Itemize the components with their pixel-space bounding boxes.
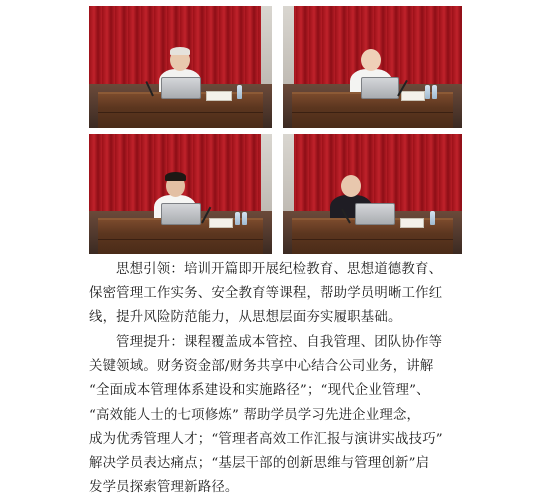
name-plate: [400, 218, 424, 228]
text-line: 成为优秀管理人才；“管理者高效工作汇报与演讲实战技巧”: [89, 431, 443, 447]
training-photo-1: [89, 6, 272, 128]
text-line: “全面成本管理体系建设和实施路径”；“现代企业管理”、: [89, 383, 430, 399]
text-line: 思想引领：培训开篇即开展纪检教育、思想道德教育、: [116, 262, 443, 277]
paragraph-management: [89, 331, 467, 500]
water-bottle: [242, 212, 247, 225]
wall: [283, 134, 294, 213]
text-line: 发学员探索管理新路径。: [89, 480, 239, 496]
wall: [261, 6, 272, 87]
training-photo-3: [89, 134, 272, 254]
wall: [283, 6, 294, 87]
water-bottle: [430, 211, 435, 225]
name-plate: [209, 218, 233, 228]
laptop: [161, 77, 201, 99]
water-bottle: [425, 85, 430, 99]
water-bottle: [237, 85, 242, 99]
text-line: 线，提升风险防范能力，从思想层面夯实履职基础。: [89, 310, 402, 326]
text-line: 管理提升：课程覆盖成本管控、自我管理、团队协作等: [116, 335, 443, 350]
name-plate: [401, 91, 425, 101]
water-bottle: [235, 212, 240, 225]
wall: [261, 134, 272, 213]
water-bottle: [432, 85, 437, 99]
laptop: [355, 203, 395, 225]
training-photo-2: [283, 6, 462, 128]
laptop: [361, 77, 399, 99]
laptop: [161, 203, 201, 225]
text-line: 保密管理工作实务、安全教育等课程，帮助学员明晰工作红: [89, 286, 443, 302]
training-photo-4: [283, 134, 462, 254]
name-plate: [206, 91, 232, 101]
text-line: 解决学员表达痛点；“基层干部的创新思维与管理创新”启: [89, 456, 430, 472]
paragraph-ideology: [89, 258, 467, 331]
text-line: 关键领域。财务资金部/财务共享中心结合公司业务，讲解: [89, 359, 434, 375]
text-line: “高效能人士的七项修炼” 帮助学员学习先进企业理念，: [89, 407, 421, 423]
